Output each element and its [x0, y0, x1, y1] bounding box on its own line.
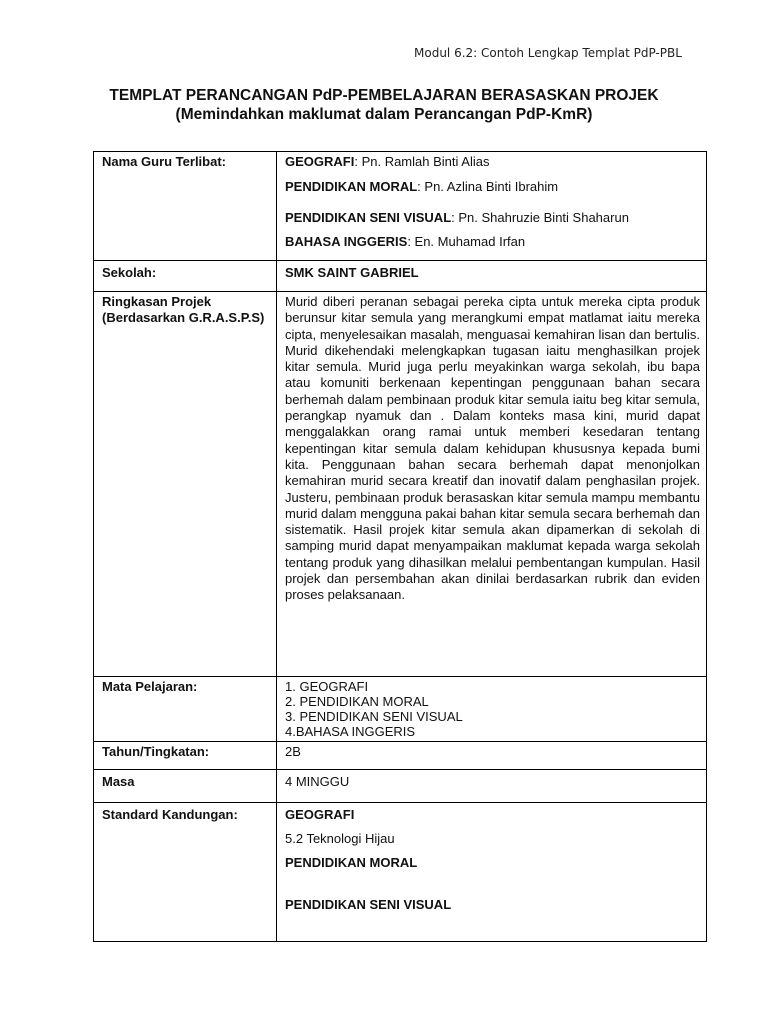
value-mata-pelajaran — [277, 677, 707, 742]
guru-subject: PENDIDIKAN SENI VISUAL — [285, 210, 452, 225]
standard-geografi-item: 5.2 Teknologi Hijau — [285, 831, 395, 846]
guru-subject: PENDIDIKAN MORAL — [285, 179, 418, 194]
row-sekolah — [94, 261, 707, 292]
row-nama-guru — [94, 152, 707, 261]
document-title — [0, 86, 768, 124]
guru-teacher: : Pn. Ramlah Binti Alias — [354, 154, 490, 169]
row-masa — [94, 770, 707, 803]
row-mata-pelajaran — [94, 677, 707, 742]
label-mata-pelajaran: Mata Pelajaran: — [94, 677, 277, 742]
standard-geografi: GEOGRAFI — [285, 807, 355, 822]
subject-list-item: 1. GEOGRAFI — [285, 679, 369, 694]
label-standard-kandungan: Standard Kandungan: — [94, 803, 277, 942]
guru-teacher: : Pn. Shahruzie Binti Shaharun — [451, 210, 629, 225]
label-ringkasan-projek: Ringkasan Projek (Berdasarkan G.R.A.S.P.S) — [94, 292, 277, 677]
title-line-1: TEMPLAT PERANCANGAN PdP-PEMBELAJARAN BERASASKAN PROJEK — [109, 87, 659, 104]
subject-list-item: 2. PENDIDIKAN MORAL — [285, 694, 429, 709]
standard-seni: PENDIDIKAN SENI VISUAL — [285, 897, 452, 912]
guru-teacher: : Pn. Azlina Binti Ibrahim — [417, 179, 559, 194]
guru-subject: BAHASA INGGERIS — [285, 234, 408, 249]
standard-moral: PENDIDIKAN MORAL — [285, 855, 418, 870]
row-tahun-tingkatan — [94, 742, 707, 770]
guru-entry — [285, 232, 700, 250]
label-nama-guru: Nama Guru Terlibat: — [94, 152, 277, 261]
value-ringkasan-projek: Murid diberi peranan sebagai pereka cipta untuk mereka cipta produk berunsur kitar semula yang merangkumi empat matlamat iaitu mereka cipta, menyelesaikan masalah, menguasai kemahiran lisan dan bertulis. Murid dikehendaki melengkapkan tugasan iaitu menghasilkan projek kitar semula. Murid juga perlu meyakinkan warga sekolah, ibu bapa atau komuniti berkenaan kepentingan penggunaan bahan secara berhemah dalam pembinaan produk kitar semula iaitu beg kitar semula, perangkap nyamuk dan . Dalam konteks masa kini, murid dapat menggalakkan orang ramai untuk memberi kesedaran tentang kepentingan kitar semula dalam kehidupan khususnya kepada bumi kita. Penggunaan bahan secara berhemah dapat menonjolkan kemahiran murid secara kreatif dan inovatif dalam penghasilan projek. Justeru, pembinaan produk berasaskan kitar semula mampu membantu murid dalam mengguna pakai bahan kitar semula secara berhemah dan sistematik. Hasil projek kitar semula akan dipamerkan di sekolah di samping murid dapat menyampaikan maklumat kepada warga sekolah tentang produk yang dihasilkan melalui pembentangan kumpulan. Hasil projek dan persembahan akan dinilai berdasarkan rubrik dan eviden proses pelaksanaan. — [277, 292, 707, 677]
guru-entry — [285, 206, 700, 232]
subject-list-item: 4.BAHASA INGGERIS — [285, 724, 416, 739]
guru-teacher: : En. Muhamad Irfan — [407, 234, 526, 249]
page-header: Modul 6.2: Contoh Lengkap Templat PdP-PBL — [414, 46, 682, 60]
planning-table — [93, 151, 707, 942]
value-masa: 4 MINGGU — [277, 770, 707, 803]
label-masa: Masa — [94, 770, 277, 803]
value-standard-kandungan — [277, 803, 707, 942]
row-ringkasan-projek — [94, 292, 707, 677]
guru-entry — [285, 154, 700, 175]
guru-subject: GEOGRAFI — [285, 154, 355, 169]
value-nama-guru — [277, 152, 707, 261]
value-sekolah: SMK SAINT GABRIEL — [277, 261, 707, 292]
label-tahun-tingkatan: Tahun/Tingkatan: — [94, 742, 277, 770]
label-sekolah: Sekolah: — [94, 261, 277, 292]
value-tahun-tingkatan: 2B — [277, 742, 707, 770]
row-standard-kandungan — [94, 803, 707, 942]
guru-entry — [285, 175, 700, 206]
title-line-2: (Memindahkan maklumat dalam Perancangan PdP-KmR) — [175, 106, 593, 123]
subject-list-item: 3. PENDIDIKAN SENI VISUAL — [285, 709, 463, 724]
